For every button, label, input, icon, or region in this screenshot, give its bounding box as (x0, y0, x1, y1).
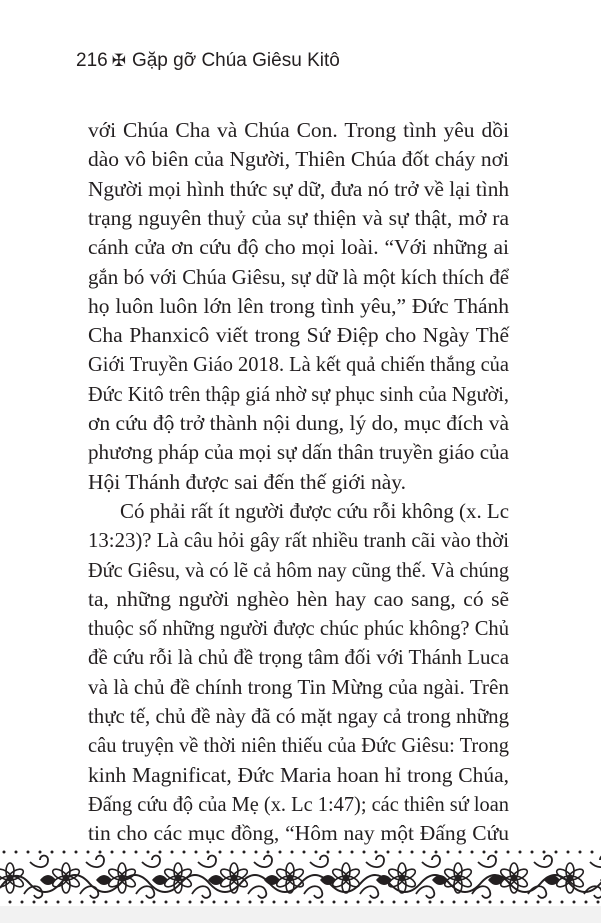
ornament-dot (399, 851, 402, 854)
ornament-dot (501, 901, 504, 904)
ornament-dot (9, 901, 12, 904)
ornament-dot (291, 851, 294, 854)
text-line: Có phải rất ít người được cứu rỗi không (x. Lc (120, 498, 509, 523)
ornament-dot (417, 901, 420, 904)
ornament-dot (327, 851, 330, 854)
text-line: phương pháp của mọi sự dấn thân truyền giáo của (88, 440, 509, 465)
ornament-dot (321, 901, 324, 904)
ornament-dot (561, 901, 564, 904)
ornament-dot (273, 901, 276, 904)
ornament-dot (315, 851, 318, 854)
ornament-dot (339, 851, 342, 854)
ornament-dot (201, 901, 204, 904)
ornament-dot (357, 901, 360, 904)
ornament-dot (123, 851, 126, 854)
ornament-dot (147, 851, 150, 854)
text-line: Người mọi hình thức sự dữ, đưa nó trở về lại tình (88, 176, 509, 201)
text-line: cánh cửa ơn cứu độ cho mọi loài. “Với những ai (88, 235, 509, 260)
text-line: thuộc số những người được chúc phúc không? Chủ (88, 616, 509, 641)
ornament-dot (99, 851, 102, 854)
ornament-dot (351, 851, 354, 854)
ornament-dot (255, 851, 258, 854)
ornament-dot (129, 901, 132, 904)
ornament-dot (543, 851, 546, 854)
ornament-dot (495, 851, 498, 854)
text-line: Cha Phanxicô viết trong Sứ Điệp cho Ngày Thế (88, 323, 509, 348)
ornament-dot (63, 851, 66, 854)
ornament-dot (189, 901, 192, 904)
ornament-dot (429, 901, 432, 904)
ornament-dot (597, 901, 600, 904)
ornament-dot (411, 851, 414, 854)
ornament-flower (387, 856, 448, 898)
ornament-dot (453, 901, 456, 904)
ornament-dot (57, 901, 60, 904)
ornament-dot (531, 851, 534, 854)
ornament-dot (591, 851, 594, 854)
ornament-dot (465, 901, 468, 904)
ornament-dot (117, 901, 120, 904)
text-line: tin cho các mục đồng, “Hôm nay một Đấng Cứu (88, 821, 509, 846)
text-line: câu truyện về thời niên thiếu của Đức Giêsu: Trong (88, 733, 509, 758)
ornament-dot (303, 851, 306, 854)
ornament-dot (33, 901, 36, 904)
ornament-dot (225, 901, 228, 904)
text-line: kinh Magnificat, Đức Maria hoan hỉ trong Chúa, (88, 762, 509, 787)
text-line: họ luôn luôn lớn lên trong tình yêu,” Đức Thánh (88, 293, 509, 318)
ornament-dot (267, 851, 270, 854)
ornament-dot (69, 901, 72, 904)
text-line: với Chúa Cha và Chúa Con. Trong tình yêu dồi (88, 118, 509, 142)
ornament-dot (471, 851, 474, 854)
text-line: dào vô biên của Người, Thiên Chúa đốt cháy nơi (88, 147, 509, 172)
ornament-dot (141, 901, 144, 904)
ornament-dot (579, 851, 582, 854)
ornament-dot (183, 851, 186, 854)
ornament-dot (519, 851, 522, 854)
ornament-dot (219, 851, 222, 854)
ornament-dot (231, 851, 234, 854)
ornament-dot (447, 851, 450, 854)
ornament-dot (81, 901, 84, 904)
ornament-dot (477, 901, 480, 904)
ornament-dot (297, 901, 300, 904)
floral-border-ornament (0, 848, 601, 906)
ornament-dot (585, 901, 588, 904)
ornament-dot (237, 901, 240, 904)
floral-border-ornament-graphic (0, 848, 601, 906)
ornament-dot (75, 851, 78, 854)
ornament-flower (163, 856, 224, 898)
ornament-dot (243, 851, 246, 854)
text-line: trạng nguyên thuỷ của sự thiện và sự thật, mở ra (88, 205, 509, 230)
ornament-flower (499, 856, 560, 898)
ornament-dot (87, 851, 90, 854)
ornament-dot (555, 851, 558, 854)
text-line: và là chủ đề chính trong Tin Mừng của ngài. Trên (88, 674, 509, 699)
ornament-dot (93, 901, 96, 904)
text-line: thực tế, chủ đề này đã có mặt ngay cả trong những (88, 704, 509, 728)
ornament-dot (435, 851, 438, 854)
ornament-dot (261, 901, 264, 904)
text-line: 13:23)? Là câu hỏi gây rất nhiều tranh cãi vào thời (88, 528, 509, 553)
ornament-dot (279, 851, 282, 854)
text-line: ta, những người nghèo hèn hay cao sang, có sẽ (88, 586, 509, 611)
text-line: ơn cứu độ trở thành nội dung, lý do, mục đích và (88, 411, 509, 435)
ornament-dot (51, 851, 54, 854)
text-line: Giới Truyền Giáo 2018. Là kết quả chiến thắng của (88, 352, 509, 377)
ornament-dot (375, 851, 378, 854)
ornament-dot (513, 901, 516, 904)
text-line: gắn bó với Chúa Giêsu, sự dữ là một kích thích để (88, 264, 509, 289)
ornament-dot (111, 851, 114, 854)
ornament-dot (195, 851, 198, 854)
ornament-dot (381, 901, 384, 904)
ornament-dot (537, 901, 540, 904)
ornament-dot (39, 851, 42, 854)
ornament-dot (369, 901, 372, 904)
ornament-dot (285, 901, 288, 904)
text-line: Hội Thánh được sai đến thế giới này. (88, 469, 407, 494)
ornament-dot (483, 851, 486, 854)
ornament-dot (159, 851, 162, 854)
ornament-dot (405, 901, 408, 904)
ornament-dot (45, 901, 48, 904)
text-line: Đức Giêsu, và có lẽ cả hôm nay cũng thế. Và chúng (88, 557, 509, 582)
text-line: Đức Kitô trên thập giá nhờ sự phục sinh của Người, (88, 381, 509, 406)
text-line: đề cứu rỗi là chủ đề trọng tâm đối với Thánh Luca (88, 645, 509, 670)
ornament-dot (21, 901, 24, 904)
ornament-dot (525, 901, 528, 904)
ornament-dot (207, 851, 210, 854)
ornament-dot (489, 901, 492, 904)
ornament-dot (345, 901, 348, 904)
ornament-dot (549, 901, 552, 904)
ornament-dot (171, 851, 174, 854)
ornament-dot (573, 901, 576, 904)
page-number: 216 (76, 50, 108, 71)
ornament-dot (387, 851, 390, 854)
ornament-dot (105, 901, 108, 904)
ornament-flower (443, 856, 504, 898)
text-line: Đấng cứu độ của Mẹ (x. Lc 1:47); các thiên sứ loan (88, 791, 509, 816)
ornament-dot (441, 901, 444, 904)
ornament-dot (567, 851, 570, 854)
book-title: Gặp gỡ Chúa Giêsu Kitô (131, 50, 340, 71)
ornament-dot (153, 901, 156, 904)
ornament-dot (177, 901, 180, 904)
ornament-dot (3, 851, 6, 854)
ornament-dot (507, 851, 510, 854)
ornament-dot (165, 901, 168, 904)
page-bottom-margin (0, 906, 601, 923)
ornament-dot (249, 901, 252, 904)
ornament-dot (15, 851, 18, 854)
ornament-dot (309, 901, 312, 904)
ornament-dot (393, 901, 396, 904)
ornament-dot (333, 901, 336, 904)
ornament-dot (135, 851, 138, 854)
ornament-dot (27, 851, 30, 854)
ornament-dot (363, 851, 366, 854)
ornament-dot (213, 901, 216, 904)
ornament-dot (459, 851, 462, 854)
cross-ornament-icon: ✠ (111, 51, 126, 70)
ornament-dot (423, 851, 426, 854)
